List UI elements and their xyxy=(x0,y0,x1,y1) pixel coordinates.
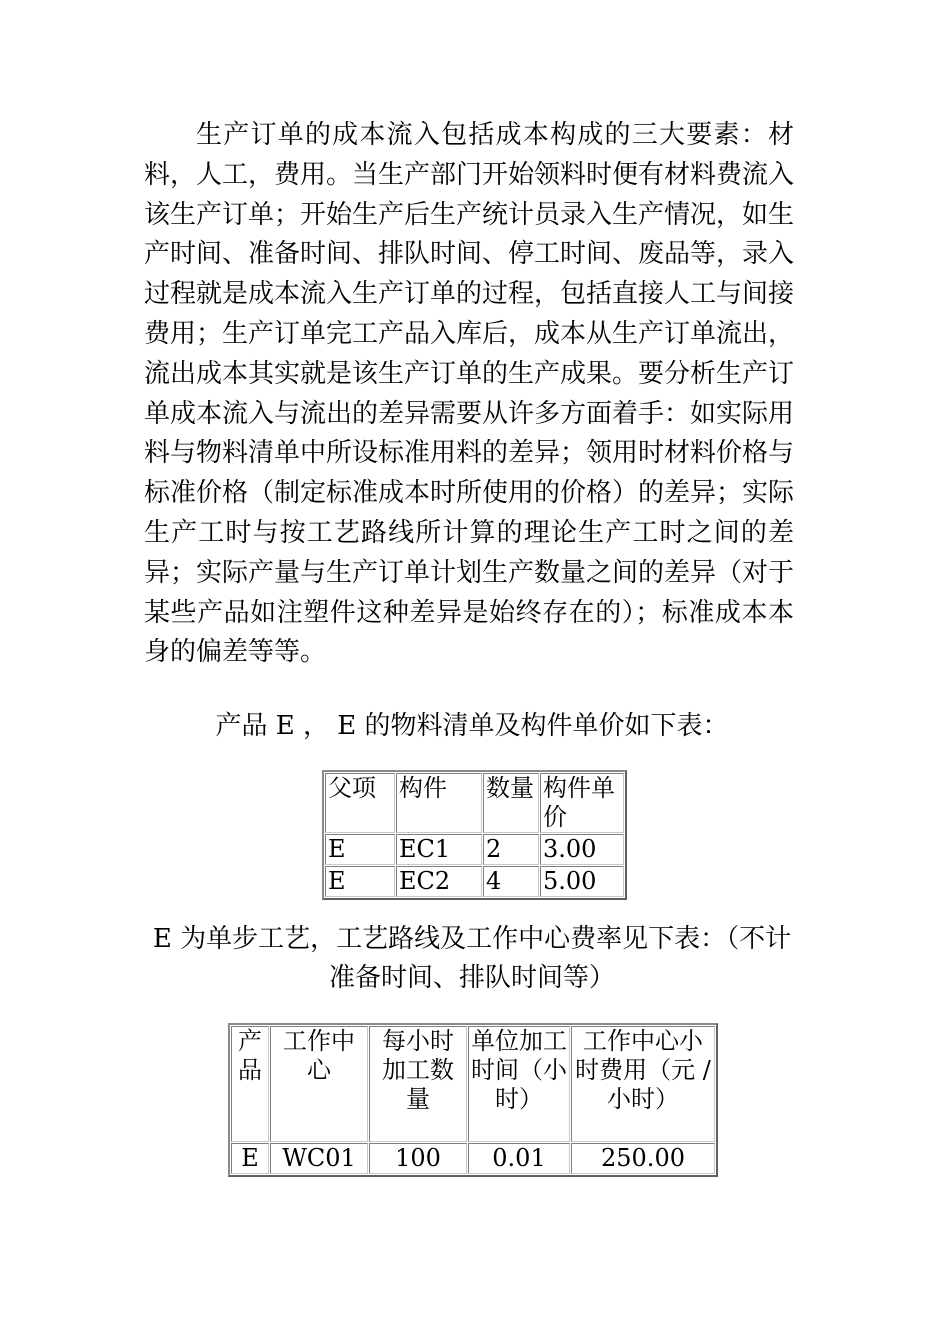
table-cell: 100 xyxy=(369,1143,467,1174)
table-cell: 0.01 xyxy=(468,1143,570,1174)
header-cell-component: 构件 xyxy=(396,773,482,833)
table-cell: 5.00 xyxy=(540,866,624,897)
table-row xyxy=(231,1143,715,1174)
header-cell-product: 产品 xyxy=(231,1026,269,1142)
header-cell-unit-price: 构件单价 xyxy=(540,773,624,833)
bom-table xyxy=(322,770,627,900)
table-cell: 2 xyxy=(483,834,539,865)
table-cell: E xyxy=(325,866,395,897)
table-cell: EC1 xyxy=(396,834,482,865)
table-cell: 4 xyxy=(483,866,539,897)
table-cell: 250.00 xyxy=(571,1143,715,1174)
header-cell-quantity: 数量 xyxy=(483,773,539,833)
table-header-row xyxy=(231,1026,715,1142)
body-paragraph: 生产订单的成本流入包括成本构成的三大要素：材料，人工，费用。当生产部门开始领料时便有材料费流入该生产订单；开始生产后生产统计员录入生产情况，如生产时间、准备时间、排队时间、停工时间、废品等，录入过程就是成本流入生产订单的过程，包括直接人工与间接费用；生产订单完工产品入库后，成本从生产订单流出，流出成本其实就是该生产订单的生产成果。要分析生产订单成本流入与流出的差异需要从许多方面着手：如实际用料与物料清单中所设标准用料的差异；领用时材料价格与标准价格（制定标准成本时所使用的价格）的差异；实际生产工时与按工艺路线所计算的理论生产工时之间的差异；实际产量与生产订单计划生产数量之间的差异（对于某些产品如注塑件这种差异是始终存在的）；标准成本本身的偏差等等。 xyxy=(144,120,795,668)
table-row xyxy=(325,834,624,865)
table-header-row xyxy=(325,773,624,833)
bom-table-caption: 产品 E ， E 的物料清单及构件单价如下表： xyxy=(215,711,729,741)
routing-table xyxy=(228,1023,718,1177)
table-row xyxy=(325,866,624,897)
table-cell: EC2 xyxy=(396,866,482,897)
routing-table-caption: E 为单步工艺，工艺路线及工作中心费率见下表：（不计准备时间、排队时间等） xyxy=(152,924,792,993)
header-cell-hourly-output: 每小时加工数量 xyxy=(369,1026,467,1142)
table-cell: E xyxy=(231,1143,269,1174)
table-cell: E xyxy=(325,834,395,865)
header-cell-parent: 父项 xyxy=(325,773,395,833)
table-cell: WC01 xyxy=(270,1143,368,1174)
header-cell-work-center: 工作中心 xyxy=(270,1026,368,1142)
table-cell: 3.00 xyxy=(540,834,624,865)
header-cell-hourly-rate: 工作中心小时费用（元 / 小时） xyxy=(571,1026,715,1142)
header-cell-unit-time: 单位加工时间（小时） xyxy=(468,1026,570,1142)
